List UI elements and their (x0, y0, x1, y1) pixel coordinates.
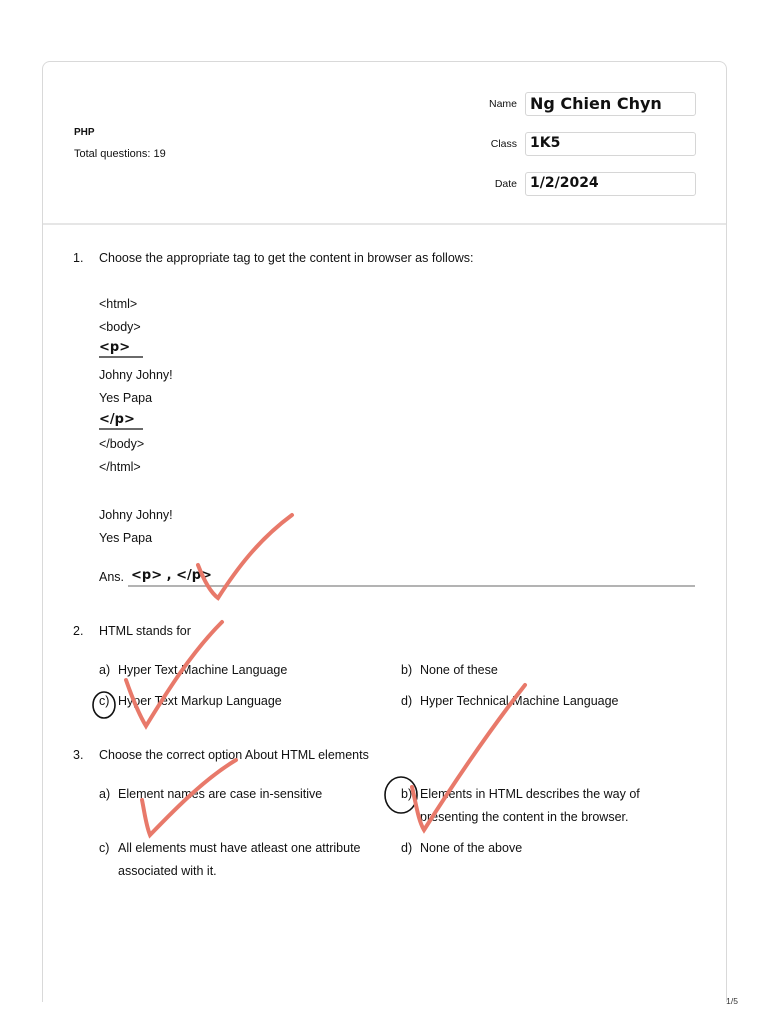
option-text: None of the above (420, 841, 523, 855)
question-1-text: Choose the appropriate tag to get the content in browser as follows: (99, 251, 474, 265)
option-text-continued: associated with it. (118, 864, 217, 878)
output-line: Yes Papa (99, 531, 153, 545)
question-3-text: Choose the correct option About HTML elements (99, 748, 369, 762)
worksheet-header (43, 62, 726, 225)
output-line: Johny Johny! (99, 508, 173, 522)
question-1-number: 1. (73, 251, 84, 265)
option-key[interactable]: c) (99, 841, 110, 855)
answer-value[interactable]: <p> , </p> (131, 568, 212, 583)
code-line: <html> (99, 297, 138, 311)
option-text: Hyper Text Machine Language (118, 663, 288, 677)
option-key-selected[interactable]: c) (99, 694, 110, 708)
class-label: Class (490, 138, 517, 150)
total-questions: Total questions: 19 (74, 148, 166, 160)
option-text: Hyper Text Markup Language (118, 694, 282, 708)
option-key[interactable]: d) (401, 841, 413, 855)
class-field[interactable] (525, 132, 696, 156)
option-text-continued: presenting the content in the browser. (420, 810, 629, 824)
date-field[interactable] (525, 172, 696, 196)
question-3-number: 3. (73, 748, 84, 762)
option-text: Element names are case in-sensitive (118, 787, 323, 801)
code-line: Yes Papa (99, 391, 153, 405)
page-indicator: 1/5 (726, 996, 738, 1006)
name-field[interactable] (525, 92, 696, 116)
option-key-selected[interactable]: b) (401, 787, 413, 801)
subject-title: PHP (74, 127, 95, 138)
option-text: All elements must have atleast one attribute (118, 841, 361, 855)
option-key[interactable]: d) (401, 694, 413, 708)
date-value: 1/2/2024 (530, 175, 599, 191)
code-line: </html> (99, 460, 141, 474)
option-key[interactable]: b) (401, 663, 413, 677)
question-2-number: 2. (73, 624, 84, 638)
question-2-text: HTML stands for (99, 624, 191, 638)
code-line: <body> (99, 320, 141, 334)
code-line-handwritten: </p> (99, 412, 135, 427)
code-line: </body> (99, 437, 145, 451)
option-text: Hyper Technical Machine Language (420, 694, 619, 708)
class-value: 1K5 (530, 135, 561, 151)
name-label: Name (488, 98, 517, 110)
option-text: Elements in HTML describes the way of (420, 787, 640, 801)
answer-label: Ans. (99, 570, 125, 584)
name-value: Ng Chien Chyn (530, 94, 662, 113)
code-line: Johny Johny! (99, 368, 173, 382)
code-line-handwritten: <p> (99, 340, 131, 355)
option-key[interactable]: a) (99, 787, 111, 801)
option-text: None of these (420, 663, 498, 677)
date-label: Date (494, 178, 517, 190)
option-key[interactable]: a) (99, 663, 111, 677)
